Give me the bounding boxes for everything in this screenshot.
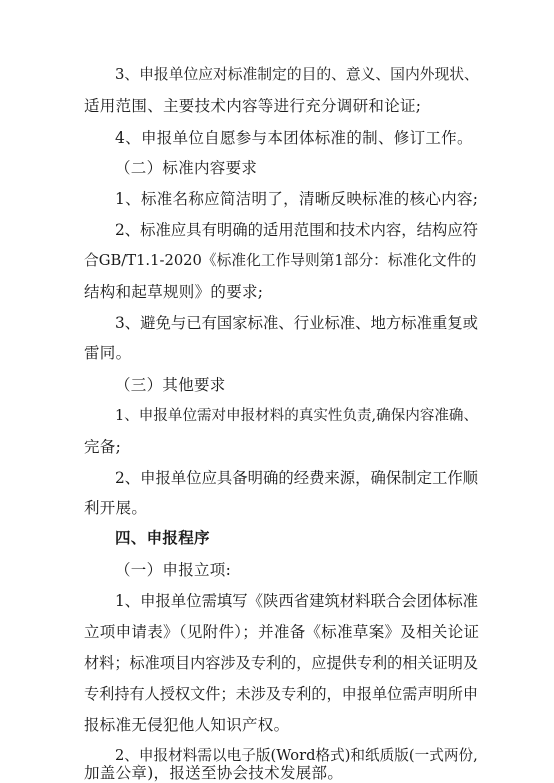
section-heading: （一）申报立项:: [115, 561, 232, 579]
paragraph-line: 1、申报单位需填写《陕西省建筑材料联合会团体标准: [115, 592, 479, 610]
paragraph-line: 报标准无侵犯他人知识产权。: [84, 716, 290, 734]
paragraph-line: 加盖公章)，报送至协会技术发展部。: [84, 764, 344, 782]
chapter-heading: 四、申报程序: [115, 529, 210, 547]
paragraph-line: 2、申报材料需以电子版(Word格式)和纸质版(一式两份,: [115, 747, 478, 764]
paragraph-line: 雷同。: [84, 344, 132, 362]
paragraph-line: 2、标准应具有明确的适用范围和技术内容，结构应符: [115, 221, 479, 239]
paragraph-line: 材料；标准项目内容涉及专利的，应提供专利的相关证明及: [84, 654, 479, 672]
paragraph-line: 4、申报单位自愿参与本团体标准的制、修订工作。: [115, 129, 473, 147]
section-heading: （三）其他要求: [115, 376, 226, 394]
paragraph-line: 2、申报单位应具备明确的经费来源，确保制定工作顺: [115, 469, 479, 487]
paragraph-line: 适用范围、主要技术内容等进行充分调研和论证;: [84, 97, 422, 115]
paragraph-line: 1、标准名称应简洁明了，清晰反映标准的核心内容;: [115, 190, 479, 208]
paragraph-line: 合GB/T1.1-2020《标准化工作导则第1部分：标准化文件的: [84, 252, 477, 269]
paragraph-line: 完备;: [84, 438, 122, 456]
paragraph-line: 1、申报单位需对申报材料的真实性负责,确保内容准确、: [115, 407, 479, 424]
paragraph-line: 专利持有人授权文件；未涉及专利的，申报单位需声明所申: [84, 685, 479, 703]
paragraph-line: 结构和起草规则》的要求;: [84, 283, 264, 301]
paragraph-line: 利开展。: [84, 499, 148, 517]
section-heading: （二）标准内容要求: [115, 159, 258, 177]
paragraph-line: 3、申报单位应对标准制定的目的、意义、国内外现状、: [115, 66, 479, 83]
paragraph-line: 立项申请表》（见附件）；并准备《标准草案》及相关论证: [84, 623, 480, 641]
paragraph-line: 3、避免与已有国家标准、行业标准、地方标准重复或: [115, 314, 479, 332]
